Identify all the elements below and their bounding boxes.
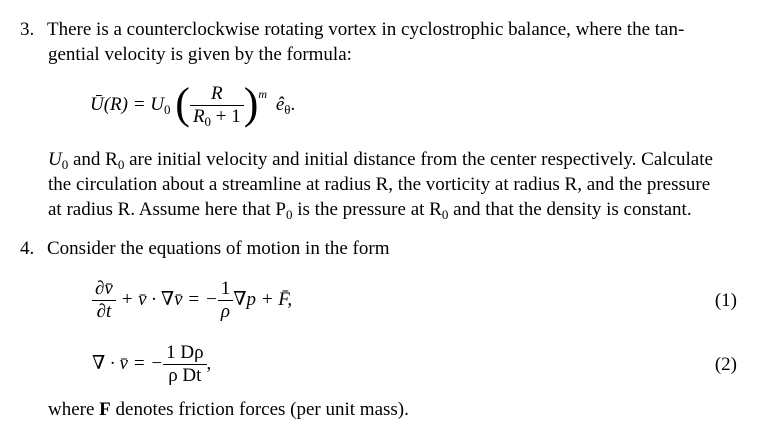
problem-3-para-line-2: the circulation about a streamline at radius R, the vorticity at radius R, and the pressure [48, 174, 711, 195]
equation-2-label: (2) [714, 354, 737, 375]
problem-3-text-1: There is a counterclockwise rotating vortex in cyclostrophic balance, where the tan- [47, 19, 685, 40]
equation-1: $\frac{\partial v̄}{\partial t}$ + v̄ · ∇v̄ = − $\frac{1}{\rho}$ ∇p + F̄, [92, 276, 292, 326]
problem-4-number: 4. [20, 238, 35, 259]
velocity-exponent: m [258, 87, 268, 101]
problem-4-line-1 [20, 237, 389, 261]
problem-3-line-1 [20, 18, 684, 42]
problem-4-closing: where F denotes friction forces (per unit mass). [48, 399, 409, 420]
problem-3-para-line-1: $U_0$ and $R_0$ are initial velocity and initial distance from the center respectively. Calculate [48, 149, 713, 172]
problem-3-text-2: gential velocity is given by the formula: [48, 44, 352, 65]
problem-4-intro: Consider the equations of motion in the form [47, 238, 390, 259]
velocity-fraction: $\frac{R}{R_0 + 1}$ [190, 83, 244, 129]
partial-derivative: $\frac{\partial v̄}{\partial t}$ [92, 278, 116, 323]
equation-1-label: (1) [714, 290, 737, 311]
equation-2: ∇ · v̄ = − $\frac{1 D\rho}{\text{ρ Dt}}$ , [92, 342, 212, 387]
velocity-equation: Ū(R) = $U_0$ ( $\frac{R}{R_0 + 1}$ )$^m$ $ê_\theta$. [90, 78, 296, 129]
velocity-equation-lhs: Ū(R) = U [90, 94, 165, 115]
problem-3-para-line-3: at radius R. Assume here that $P_0$ is the pressure at $R_0$ and that the density is constant. [48, 199, 692, 222]
problem-3-number: 3. [20, 19, 35, 40]
